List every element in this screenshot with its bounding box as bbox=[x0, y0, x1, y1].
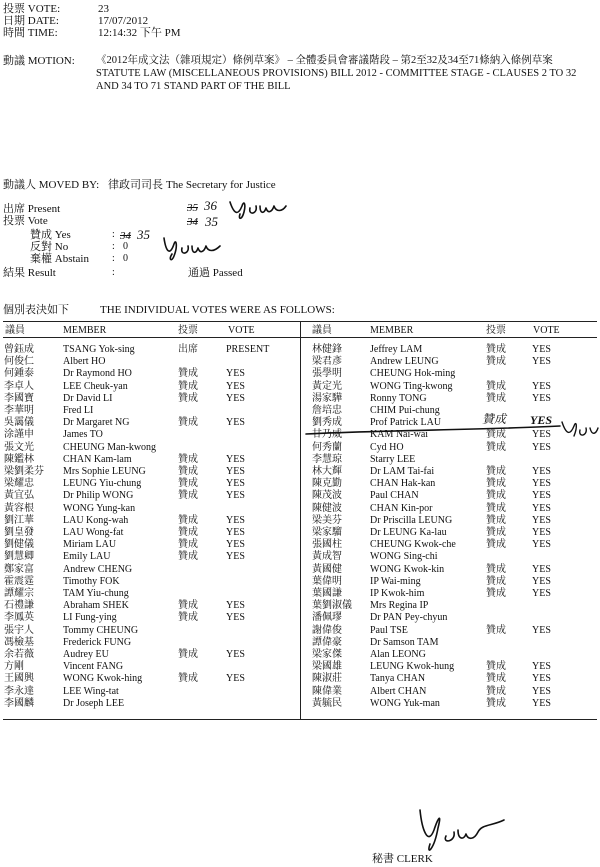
member-name-en: Mrs Regina IP bbox=[370, 600, 429, 612]
member-name-en: Jeffrey LAM bbox=[370, 344, 423, 355]
member-name-en: Andrew CHENG bbox=[63, 563, 133, 575]
member-name-en: CHEUNG Man-kwong bbox=[63, 441, 157, 453]
member-name-en: LAU Wong-fat bbox=[63, 527, 124, 538]
member-name-en: TSANG Yok-sing bbox=[63, 344, 135, 355]
vote-en: YES bbox=[226, 453, 245, 465]
vote-en: YES bbox=[532, 502, 551, 514]
member-name-en: Paul TSE bbox=[370, 624, 408, 636]
vote-zh: 贊成 bbox=[486, 356, 506, 368]
vote-zh: 贊成 bbox=[178, 417, 198, 429]
member-name-en: KAM Nai-wai bbox=[370, 429, 429, 441]
vote-no-value: 23 bbox=[98, 3, 109, 15]
vote-en: YES bbox=[532, 380, 551, 392]
member-name-zh: 黃成智 bbox=[312, 551, 342, 563]
member-name-en: LAU Kong-wah bbox=[63, 514, 129, 526]
vote-zh: 贊成 bbox=[178, 490, 198, 502]
member-name-zh: 謝偉俊 bbox=[312, 624, 342, 636]
mover-name-en: The Secretary for Justice bbox=[166, 179, 276, 191]
member-name-zh: 李卓人 bbox=[4, 380, 34, 392]
mover-name-zh: 律政司司長 bbox=[108, 179, 163, 191]
member-name-en: IP Wai-ming bbox=[370, 575, 421, 587]
vote-en: YES bbox=[532, 673, 551, 685]
member-name-en: Dr David LI bbox=[63, 392, 113, 404]
vote-zh: 贊成 bbox=[178, 478, 198, 490]
member-name-zh: 梁國雄 bbox=[312, 661, 342, 673]
vote-en: YES bbox=[532, 429, 551, 441]
vote-zh: 贊成 bbox=[178, 380, 198, 392]
member-name-zh: 譚偉豪 bbox=[312, 636, 342, 648]
vote-zh: 贊成 bbox=[486, 344, 506, 355]
member-name-zh: 石禮謙 bbox=[4, 600, 34, 612]
member-name-zh: 葉偉明 bbox=[312, 575, 342, 587]
vote-en: YES bbox=[532, 685, 551, 697]
vote-no-label: 投票 VOTE: bbox=[3, 3, 61, 15]
member-name-en: WONG Yuk-man bbox=[370, 697, 440, 709]
vote-en: YES bbox=[532, 441, 551, 453]
initials-signature bbox=[226, 196, 306, 222]
member-name-zh: 李華明 bbox=[4, 405, 34, 416]
vote-en: YES bbox=[532, 478, 551, 490]
vote-zh: 贊成 bbox=[486, 502, 506, 514]
member-name-zh: 黃毓民 bbox=[312, 697, 342, 709]
col-header-vote-en: VOTE bbox=[228, 325, 255, 336]
member-name-en: Tommy CHEUNG bbox=[63, 624, 139, 636]
member-name-en: Cyd HO bbox=[370, 441, 404, 453]
member-name-en: Fred LI bbox=[63, 405, 94, 416]
member-name-zh: 何俊仁 bbox=[4, 356, 34, 368]
member-name-zh: 劉江華 bbox=[4, 514, 34, 526]
vote-en: YES bbox=[226, 673, 245, 685]
member-name-en: Prof Patrick LAU bbox=[370, 417, 442, 429]
col-header-member-zh: 議員 bbox=[5, 325, 25, 336]
member-name-en: Ronny TONG bbox=[370, 392, 427, 404]
present-count-typed: 35 bbox=[187, 202, 198, 214]
vote-count-label: 投票 Vote bbox=[3, 215, 48, 227]
member-name-en: Dr Priscilla LEUNG bbox=[370, 514, 453, 526]
vote-zh: 出席 bbox=[178, 344, 198, 355]
member-name-zh: 陳健波 bbox=[312, 502, 342, 514]
yes-count-typed: 34 bbox=[120, 230, 131, 242]
result-label: 結果 Result bbox=[3, 267, 56, 279]
vote-en: PRESENT bbox=[226, 344, 270, 355]
member-name-en: Timothy FOK bbox=[63, 575, 120, 587]
vote-zh: 贊成 bbox=[178, 600, 198, 612]
member-name-zh: 張文光 bbox=[4, 441, 34, 453]
member-name-en: WONG Sing-chi bbox=[370, 551, 438, 563]
member-name-zh: 梁君彥 bbox=[312, 356, 342, 368]
date-value: 17/07/2012 bbox=[98, 15, 149, 27]
member-name-zh: 林健鋒 bbox=[312, 344, 342, 355]
member-name-zh: 湯家驊 bbox=[312, 392, 342, 404]
member-name-en: Alan LEONG bbox=[370, 649, 426, 660]
yes-label: 贊成 Yes bbox=[30, 229, 71, 241]
member-name-en: Dr PAN Pey-chyun bbox=[370, 612, 448, 624]
abstain-count: 0 bbox=[123, 253, 128, 264]
member-name-en: Abraham SHEK bbox=[63, 600, 129, 612]
time-value: 12:14:32 下午 PM bbox=[98, 27, 181, 39]
vote-en: YES bbox=[226, 527, 245, 538]
member-name-en: CHAN Kin-por bbox=[370, 502, 433, 514]
member-name-en: Vincent FANG bbox=[63, 661, 124, 673]
member-name-zh: 譚耀宗 bbox=[4, 588, 34, 599]
col-header-member-zh: 議員 bbox=[312, 325, 332, 336]
vote-zh: 贊成 bbox=[486, 466, 506, 477]
member-name-zh: 張學明 bbox=[312, 368, 342, 380]
member-name-en: LEE Cheuk-yan bbox=[63, 380, 128, 392]
vote-zh: 贊成 bbox=[178, 453, 198, 465]
member-name-en: Albert HO bbox=[63, 356, 106, 368]
handwritten-vote-zh: 贊成 bbox=[482, 412, 507, 426]
member-name-zh: 黃宜弘 bbox=[4, 490, 34, 502]
yes-count-handwritten: 35 bbox=[137, 227, 150, 242]
member-name-en: LEE Wing-tat bbox=[63, 685, 119, 697]
member-name-en: Tanya CHAN bbox=[370, 673, 426, 685]
vote-zh: 贊成 bbox=[486, 441, 506, 453]
member-name-zh: 劉皇發 bbox=[4, 527, 34, 538]
member-name-zh: 陳克勤 bbox=[312, 478, 342, 490]
clerk-label: 秘書 CLERK bbox=[372, 853, 433, 865]
yes-colon: : bbox=[112, 229, 115, 240]
vote-zh: 贊成 bbox=[178, 466, 198, 477]
vote-en: YES bbox=[226, 380, 245, 392]
vote-zh: 贊成 bbox=[178, 514, 198, 526]
member-name-en: LEUNG Kwok-hung bbox=[370, 661, 455, 673]
no-colon: : bbox=[112, 241, 115, 252]
vote-zh: 贊成 bbox=[486, 673, 506, 685]
vote-en: YES bbox=[532, 527, 551, 538]
vote-en: YES bbox=[226, 539, 245, 551]
vote-en: YES bbox=[226, 649, 245, 660]
member-name-en: CHEUNG Kwok-che bbox=[370, 539, 456, 551]
motion-label: 動議 MOTION: bbox=[3, 55, 75, 67]
vote-en: YES bbox=[226, 612, 245, 624]
member-name-zh: 王國興 bbox=[4, 673, 34, 685]
vote-en: YES bbox=[532, 466, 551, 477]
member-name-zh: 陳鑑林 bbox=[4, 453, 34, 465]
vote-en: YES bbox=[226, 368, 245, 380]
member-name-zh: 梁家傑 bbox=[312, 649, 342, 660]
vote-zh: 贊成 bbox=[178, 527, 198, 538]
member-name-zh: 黃容根 bbox=[4, 502, 34, 514]
member-name-zh: 馮檢基 bbox=[4, 636, 34, 648]
member-name-en: Audrey EU bbox=[63, 649, 109, 660]
individual-votes-zh: 個別表決如下 bbox=[3, 304, 69, 316]
vote-zh: 贊成 bbox=[178, 392, 198, 404]
member-name-en: LI Fung-ying bbox=[63, 612, 117, 624]
vote-zh: 贊成 bbox=[178, 551, 198, 563]
member-name-zh: 張宇人 bbox=[4, 624, 34, 636]
member-name-en: Paul CHAN bbox=[370, 490, 419, 502]
date-label: 日期 DATE: bbox=[3, 15, 59, 27]
member-name-zh: 鄭家富 bbox=[4, 563, 34, 575]
result-colon: : bbox=[112, 267, 115, 278]
clerk-signature bbox=[412, 800, 522, 858]
member-name-zh: 葉國謙 bbox=[312, 588, 342, 599]
member-name-zh: 李永達 bbox=[4, 685, 34, 697]
member-name-en: CHEUNG Hok-ming bbox=[370, 368, 456, 380]
initials-signature bbox=[160, 232, 226, 264]
member-name-en: Dr Margaret NG bbox=[63, 417, 130, 429]
vote-en: YES bbox=[226, 478, 245, 490]
vote-zh: 贊成 bbox=[486, 697, 506, 709]
motion-title-zh: 《2012年成文法（雜項規定）條例草案》 – 全體委員會審議階段 – 第2至32及34至71條納入條例草案 bbox=[96, 55, 553, 66]
member-name-zh: 李國麟 bbox=[4, 697, 34, 709]
vote-zh: 贊成 bbox=[178, 368, 198, 380]
vote-zh: 贊成 bbox=[486, 392, 506, 404]
member-name-zh: 陳淑莊 bbox=[312, 673, 342, 685]
vote-en: YES bbox=[532, 588, 551, 599]
vote-en: YES bbox=[226, 600, 245, 612]
col-header-member-en: MEMBER bbox=[63, 325, 107, 336]
member-name-zh: 黃定光 bbox=[312, 380, 342, 392]
motion-title-en-2: AND 34 TO 71 STAND PART OF THE BILL bbox=[96, 81, 291, 92]
individual-votes-en: THE INDIVIDUAL VOTES WERE AS FOLLOWS: bbox=[100, 304, 335, 316]
abstain-colon: : bbox=[112, 253, 115, 264]
member-name-zh: 劉健儀 bbox=[4, 539, 34, 551]
col-header-vote-zh: 投票 bbox=[178, 325, 198, 336]
member-name-en: James TO bbox=[63, 429, 103, 441]
vote-zh: 贊成 bbox=[486, 563, 506, 575]
vote-en: YES bbox=[532, 514, 551, 526]
member-name-zh: 葉劉淑儀 bbox=[312, 600, 352, 612]
vote-en: YES bbox=[226, 392, 245, 404]
member-name-en: Starry LEE bbox=[370, 453, 416, 465]
present-count-handwritten: 36 bbox=[204, 198, 217, 213]
member-name-zh: 梁劉柔芬 bbox=[4, 466, 44, 477]
vote-zh: 贊成 bbox=[486, 514, 506, 526]
member-name-en: Emily LAU bbox=[63, 551, 111, 563]
vote-zh: 贊成 bbox=[486, 575, 506, 587]
vote-en: YES bbox=[226, 514, 245, 526]
member-name-en: Miriam LAU bbox=[63, 539, 117, 551]
vote-zh: 贊成 bbox=[486, 539, 506, 551]
member-name-en: Dr Philip WONG bbox=[63, 490, 134, 502]
no-count: 0 bbox=[123, 241, 128, 252]
vote-zh: 贊成 bbox=[178, 539, 198, 551]
member-name-en: Dr Samson TAM bbox=[370, 636, 439, 648]
vote-zh: 贊成 bbox=[486, 490, 506, 502]
member-name-zh: 陳偉業 bbox=[312, 685, 342, 697]
vote-en: YES bbox=[226, 466, 245, 477]
member-name-zh: 黃國健 bbox=[312, 563, 342, 575]
member-name-zh: 甘乃威 bbox=[312, 429, 342, 441]
member-name-zh: 張國柱 bbox=[312, 539, 342, 551]
vote-zh: 贊成 bbox=[486, 685, 506, 697]
handwritten-vote-en: YES bbox=[530, 413, 553, 427]
member-name-zh: 劉慧卿 bbox=[4, 551, 34, 563]
member-name-zh: 曾鈺成 bbox=[4, 344, 34, 355]
member-name-zh: 李鳳英 bbox=[4, 612, 34, 624]
member-name-zh: 涂謹申 bbox=[4, 429, 34, 441]
present-label: 出席 Present bbox=[3, 203, 61, 215]
vote-en: YES bbox=[532, 392, 551, 404]
vote-en: YES bbox=[532, 539, 551, 551]
member-name-zh: 李國寶 bbox=[4, 392, 34, 404]
member-name-zh: 梁美芬 bbox=[312, 514, 342, 526]
time-label: 時間 TIME: bbox=[3, 27, 58, 39]
vote-en: YES bbox=[532, 661, 551, 673]
vote-zh: 贊成 bbox=[486, 478, 506, 490]
vote-en: YES bbox=[226, 551, 245, 563]
vote-zh: 贊成 bbox=[486, 380, 506, 392]
member-name-zh: 潘佩璆 bbox=[312, 612, 342, 624]
vote-zh: 贊成 bbox=[178, 649, 198, 660]
vote-count-handwritten: 35 bbox=[205, 214, 218, 229]
member-name-en: LEUNG Yiu-chung bbox=[63, 478, 142, 490]
handwritten-underline bbox=[300, 418, 600, 442]
member-name-en: Mrs Sophie LEUNG bbox=[63, 466, 146, 477]
vote-en: YES bbox=[226, 417, 245, 429]
no-label: 反對 No bbox=[30, 241, 69, 253]
col-header-vote-zh: 投票 bbox=[486, 325, 506, 336]
member-name-en: Frederick FUNG bbox=[63, 636, 132, 648]
member-name-en: WONG Yung-kan bbox=[63, 502, 136, 514]
member-name-zh: 林大輝 bbox=[312, 466, 342, 477]
member-name-zh: 劉秀成 bbox=[312, 417, 342, 429]
vote-en: YES bbox=[532, 575, 551, 587]
member-name-zh: 余若薇 bbox=[4, 649, 34, 660]
vote-zh: 贊成 bbox=[178, 612, 198, 624]
member-name-en: Andrew LEUNG bbox=[370, 356, 439, 368]
member-name-en: WONG Kwok-kin bbox=[370, 563, 445, 575]
member-name-en: TAM Yiu-chung bbox=[63, 588, 129, 599]
member-name-en: Dr LEUNG Ka-lau bbox=[370, 527, 447, 538]
member-name-en: Dr Raymond HO bbox=[63, 368, 132, 380]
member-name-en: IP Kwok-him bbox=[370, 588, 425, 599]
mover-label: 動議人 MOVED BY: bbox=[3, 179, 100, 191]
member-name-zh: 陳茂波 bbox=[312, 490, 342, 502]
vote-zh: 贊成 bbox=[486, 588, 506, 599]
motion-title-en-1: STATUTE LAW (MISCELLANEOUS PROVISIONS) BILL 2012 - COMMITTEE STAGE - CLAUSES 2 TO 32 bbox=[96, 68, 577, 79]
vote-en: YES bbox=[532, 356, 551, 368]
member-name-zh: 霍震霆 bbox=[4, 575, 34, 587]
vote-zh: 贊成 bbox=[486, 624, 506, 636]
member-name-en: Dr Joseph LEE bbox=[63, 697, 125, 709]
member-name-zh: 李慧琼 bbox=[312, 453, 342, 465]
member-name-zh: 詹培忠 bbox=[312, 405, 342, 416]
col-header-vote-en: VOTE bbox=[533, 325, 560, 336]
column-divider bbox=[300, 322, 301, 719]
col-header-member-en: MEMBER bbox=[370, 325, 414, 336]
vote-en: YES bbox=[532, 563, 551, 575]
member-name-zh: 吳靄儀 bbox=[4, 417, 34, 429]
vote-zh: 贊成 bbox=[178, 673, 198, 685]
vote-en: YES bbox=[532, 697, 551, 709]
vote-en: YES bbox=[532, 344, 551, 355]
member-name-en: WONG Ting-kwong bbox=[370, 380, 453, 392]
vote-zh: 贊成 bbox=[486, 429, 506, 441]
vote-en: YES bbox=[532, 490, 551, 502]
member-name-en: Albert CHAN bbox=[370, 685, 427, 697]
vote-en: YES bbox=[532, 624, 551, 636]
member-name-zh: 何秀蘭 bbox=[312, 441, 342, 453]
vote-zh: 贊成 bbox=[486, 661, 506, 673]
abstain-label: 棄權 Abstain bbox=[30, 253, 89, 265]
member-name-zh: 梁耀忠 bbox=[4, 478, 34, 490]
vote-count-typed: 34 bbox=[187, 216, 198, 228]
member-name-en: Dr LAM Tai-fai bbox=[370, 466, 435, 477]
member-name-en: CHIM Pui-chung bbox=[370, 405, 440, 416]
vote-zh: 贊成 bbox=[486, 527, 506, 538]
member-name-zh: 方剛 bbox=[4, 661, 24, 673]
member-name-en: CHAN Kam-lam bbox=[63, 453, 132, 465]
member-name-en: WONG Kwok-hing bbox=[63, 673, 143, 685]
member-name-en: CHAN Hak-kan bbox=[370, 478, 436, 490]
member-name-zh: 梁家騮 bbox=[312, 527, 342, 538]
member-name-zh: 何鍾泰 bbox=[4, 368, 34, 380]
vote-en: YES bbox=[226, 490, 245, 502]
table-bottom-rule bbox=[3, 719, 597, 720]
result-value: 通過 Passed bbox=[188, 267, 243, 279]
